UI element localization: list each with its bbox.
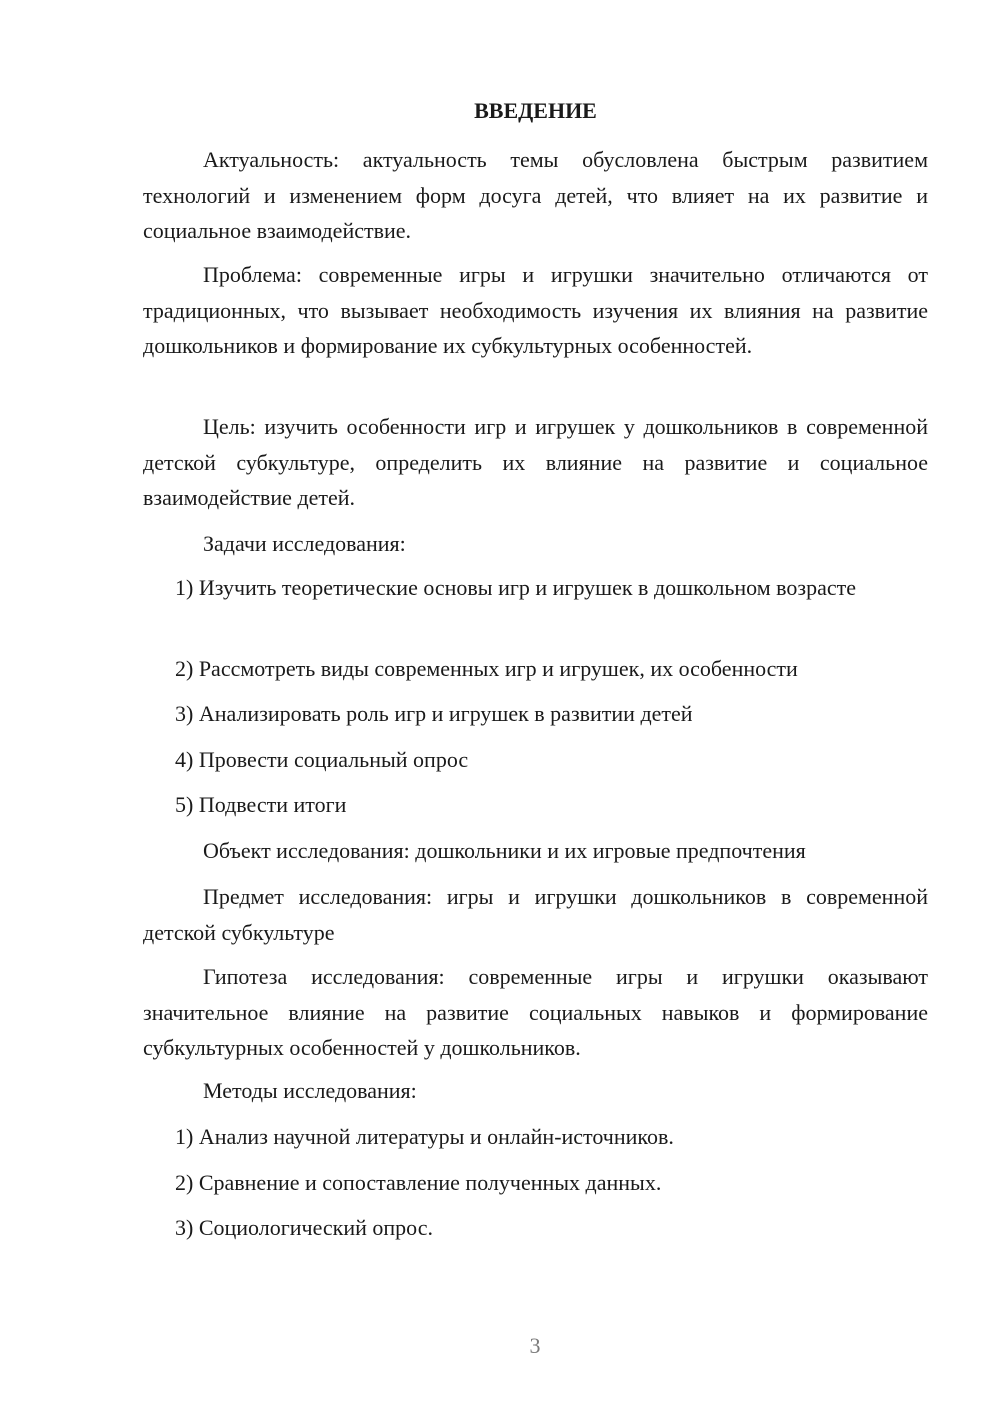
subject-paragraph: Предмет исследования: игры и игрушки дошкольников в современной детской субкультуре: [143, 884, 928, 945]
method-item: 3) Социологический опрос.: [175, 1215, 433, 1240]
relevance-paragraph: Актуальность: актуальность темы обусловлена быстрым развитием технологий и изменением форм досуга детей, что влияет на их развитие и социальное взаимодействие.: [143, 147, 928, 243]
task-item: 3) Анализировать роль игр и игрушек в развитии детей: [175, 701, 693, 726]
method-item: 2) Сравнение и сопоставление полученных данных.: [175, 1170, 662, 1195]
page-title: ВВЕДЕНИЕ: [474, 98, 597, 123]
hypothesis-paragraph: Гипотеза исследования: современные игры и игрушки оказывают значительное влияние на развитие социальных навыков и формирование субкультурных особенностей у дошкольников.: [143, 964, 928, 1060]
task-item: 5) Подвести итоги: [175, 792, 347, 817]
task-item: 2) Рассмотреть виды современных игр и игрушек, их особенности: [175, 656, 798, 681]
object-line: Объект исследования: дошкольники и их игровые предпочтения: [203, 838, 806, 863]
task-item: 1) Изучить теоретические основы игр и игрушек в дошкольном возрасте: [175, 575, 856, 600]
problem-paragraph: Проблема: современные игры и игрушки значительно отличаются от традиционных, что вызывает необходимость изучения их влияния на развитие дошкольников и формирование их субкультурных особенностей.: [143, 262, 928, 358]
page-number: 3: [529, 1333, 541, 1358]
task-item: 4) Провести социальный опрос: [175, 747, 469, 772]
goal-paragraph: Цель: изучить особенности игр и игрушек у дошкольников в современной детской субкультуре, определить их влияние на развитие и социальное взаимодействие детей.: [143, 414, 928, 510]
tasks-heading: Задачи исследования:: [203, 531, 406, 556]
method-item: 1) Анализ научной литературы и онлайн-источников.: [175, 1124, 674, 1149]
methods-heading: Методы исследования:: [203, 1078, 417, 1103]
